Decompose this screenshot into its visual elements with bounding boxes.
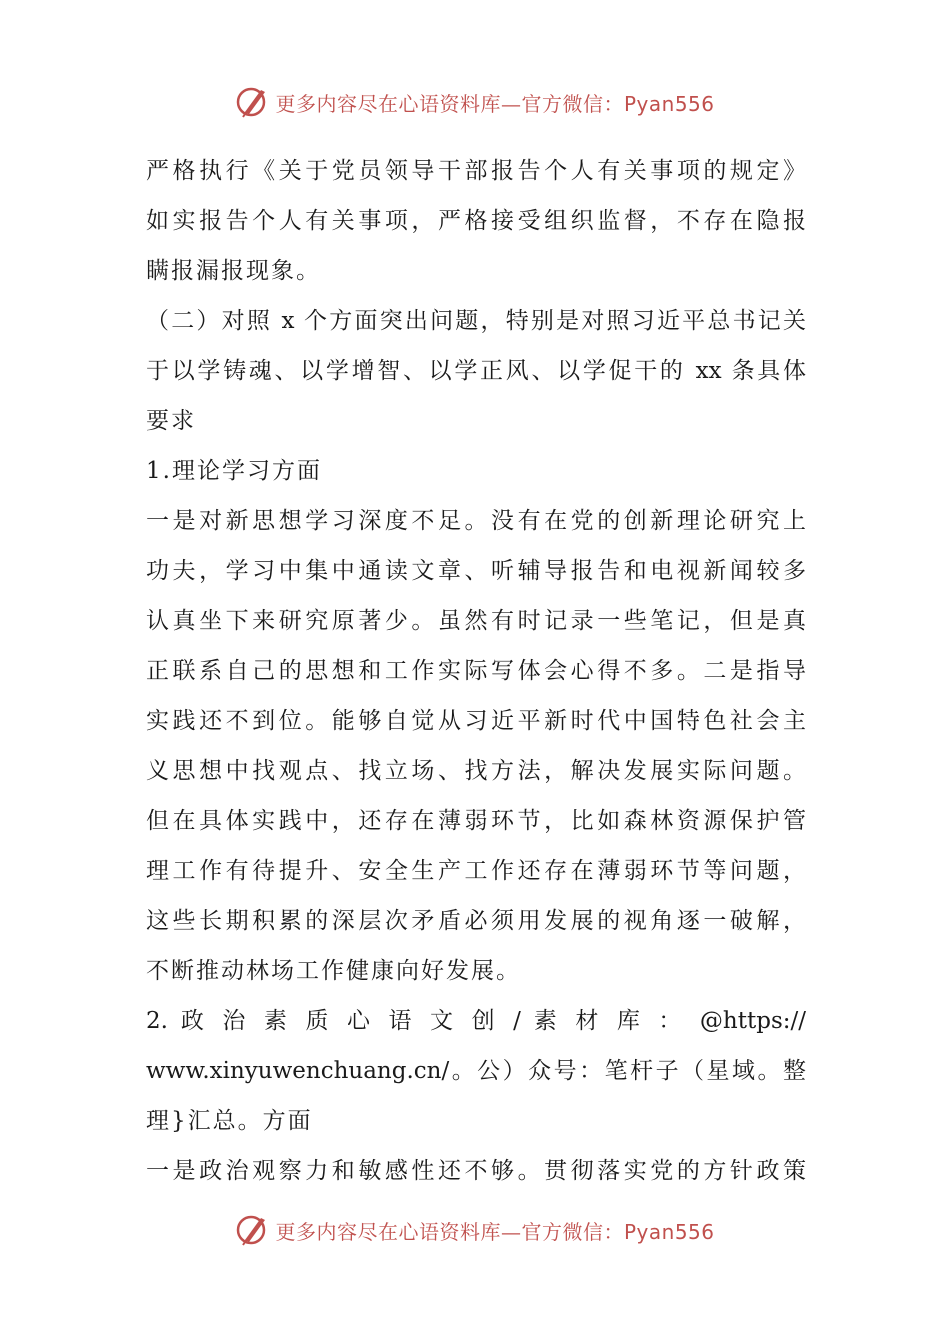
text-line: 如实报告个人有关事项，严格接受组织监督，不存在隐报 (146, 208, 806, 234)
text-line: 理工作有待提升、安全生产工作还存在薄弱环节等问题， (146, 858, 806, 884)
quill-logo-icon (235, 84, 271, 120)
header-watermark-banner (0, 80, 950, 124)
text-line: www.xinyuwenchuang.cn/。公）众号：笔杆子（星域。整 (146, 1058, 806, 1084)
text-line: 瞒报漏报现象。 (146, 258, 321, 284)
banner-text (275, 1216, 714, 1245)
banner-wechat-id: Pyan556 (623, 91, 715, 116)
text-line: 义思想中找观点、找立场、找方法，解决发展实际问题。 (146, 758, 806, 784)
text-line: 这些长期积累的深层次矛盾必须用发展的视角逐一破解， (146, 908, 806, 934)
text-line: 1.理论学习方面 (146, 458, 322, 484)
document-body (146, 146, 806, 1196)
text-line: 一是对新思想学习深度不足。没有在党的创新理论研究上 (146, 508, 806, 534)
quill-logo-icon (235, 1212, 271, 1248)
text-line: 要求 (146, 408, 196, 434)
text-line: 正联系自己的思想和工作实际写体会心得不多。二是指导 (146, 658, 806, 684)
banner-text (275, 88, 714, 117)
text-line: 认真坐下来研究原著少。虽然有时记录一些笔记，但是真 (146, 608, 806, 634)
text-line: 功夫，学习中集中通读文章、听辅导报告和电视新闻较多 (146, 558, 806, 584)
banner-label: 更多内容尽在心语资料库—官方微信： (275, 91, 624, 116)
banner-wechat-id: Pyan556 (623, 1219, 715, 1244)
text-line: 不断推动林场工作健康向好发展。 (146, 958, 521, 984)
text-line: 理}汇总。方面 (146, 1108, 313, 1134)
footer-watermark-banner (0, 1208, 950, 1252)
text-line: 2. 政 治 素 质 心 语 文 创 / 素 材 库 ： @https:// (146, 1008, 806, 1034)
text-line: 严格执行《关于党员领导干部报告个人有关事项的规定》 (146, 158, 806, 184)
text-line: 于以学铸魂、以学增智、以学正风、以学促干的 xx 条具体 (146, 358, 806, 384)
text-line: 但在具体实践中，还存在薄弱环节，比如森林资源保护管 (146, 808, 806, 834)
text-line: （二）对照 x 个方面突出问题，特别是对照习近平总书记关 (146, 308, 806, 334)
text-line: 一是政治观察力和敏感性还不够。贯彻落实党的方针政策 (146, 1158, 806, 1184)
banner-label: 更多内容尽在心语资料库—官方微信： (275, 1219, 624, 1244)
text-line: 实践还不到位。能够自觉从习近平新时代中国特色社会主 (146, 708, 806, 734)
